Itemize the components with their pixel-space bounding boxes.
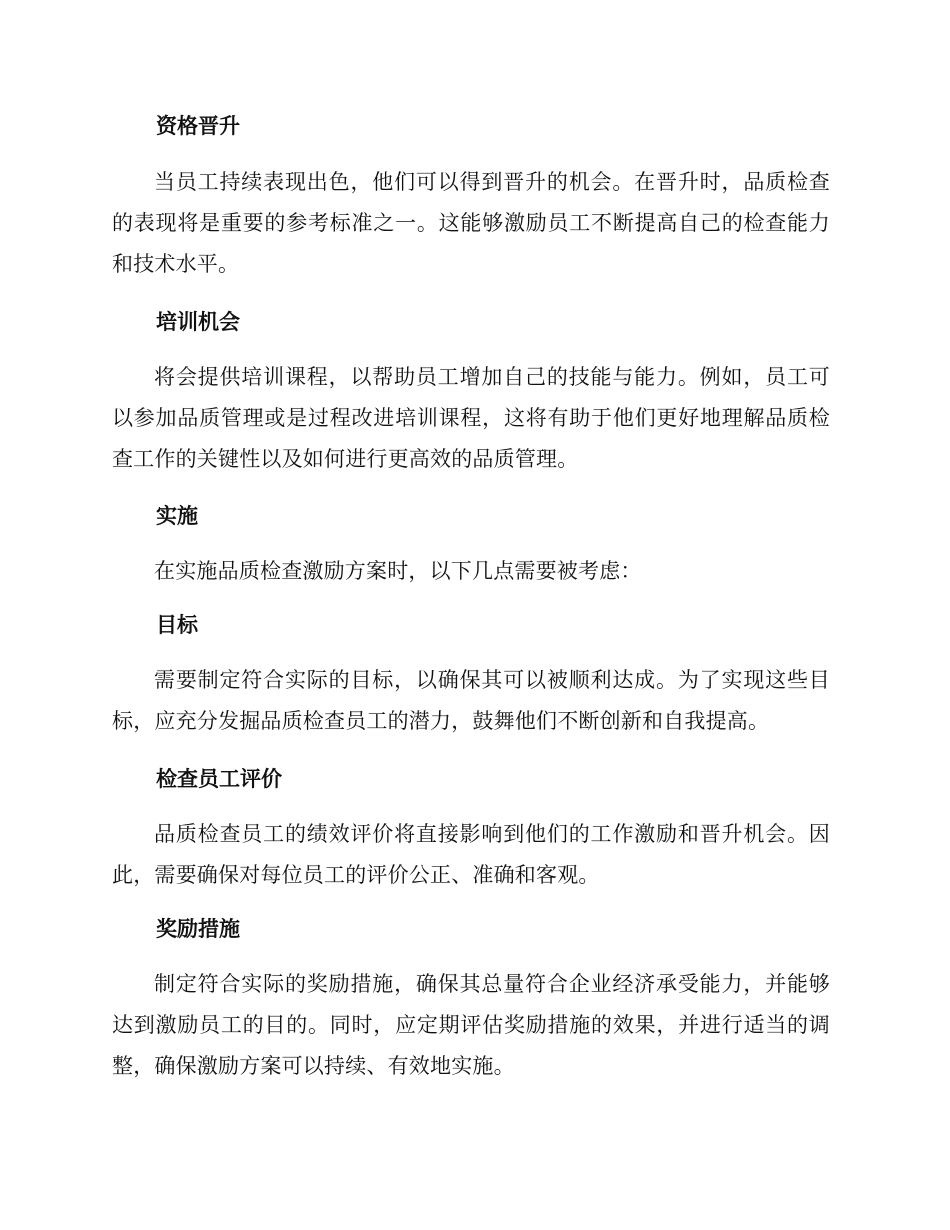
section-paragraph-employee-evaluation: 品质检查员工的绩效评价将直接影响到他们的工作激励和晋升机会。因此，需要确保对每位员工的评价公正、准确和客观。: [112, 822, 830, 887]
section-paragraph-training: 将会提供培训课程，以帮助员工增加自己的技能与能力。例如，员工可以参加品质管理或是过程改进培训课程，这将有助于他们更好地理解品质检查工作的关键性以及如何进行更高效的品质管理。: [112, 365, 830, 471]
section-heading-goals: 目标: [156, 613, 198, 637]
section-paragraph-goals: 需要制定符合实际的目标，以确保其可以被顺利达成。为了实现这些目标，应充分发掘品质检查员工的潜力，鼓舞他们不断创新和自我提高。: [112, 668, 830, 733]
section-paragraph-implementation: 在实施品质检查激励方案时，以下几点需要被考虑：: [154, 559, 642, 583]
section-heading-reward-measures: 奖励措施: [156, 917, 240, 941]
section-heading-implementation: 实施: [156, 504, 198, 528]
section-paragraph-reward-measures: 制定符合实际的奖励措施，确保其总量符合企业经济承受能力，并能够达到激励员工的目的。同时，应定期评估奖励措施的效果，并进行适当的调整，确保激励方案可以持续、有效地实施。: [112, 972, 830, 1078]
section-heading-employee-evaluation: 检查员工评价: [156, 767, 282, 791]
section-heading-qualification-promotion: 资格晋升: [156, 114, 240, 138]
section-heading-training: 培训机会: [156, 310, 240, 334]
section-paragraph-qualification-promotion: 当员工持续表现出色，他们可以得到晋升的机会。在晋升时，品质检查的表现将是重要的参考标准之一。这能够激励员工不断提高自己的检查能力和技术水平。: [112, 170, 830, 276]
